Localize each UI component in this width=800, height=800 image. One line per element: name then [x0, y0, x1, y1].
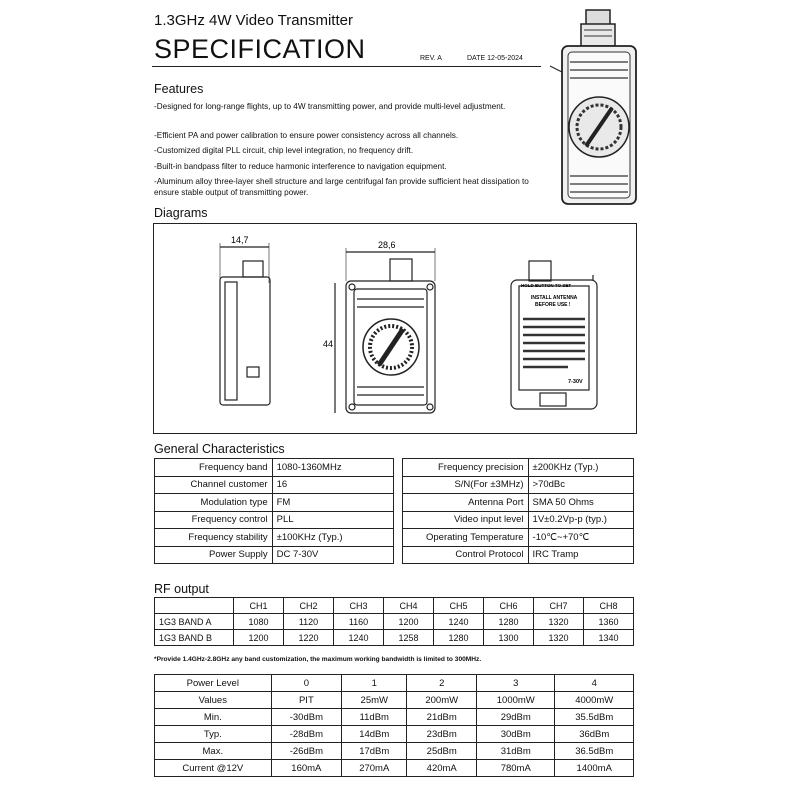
frequency-value: 1300: [484, 630, 534, 646]
power-value: 36dBm: [555, 726, 634, 743]
spec-label: Video input level: [403, 511, 529, 529]
frequency-value: 1220: [284, 630, 334, 646]
rf-heading: RF output: [154, 582, 209, 596]
dim-height-label: 44: [323, 339, 334, 349]
power-value: 25dBm: [407, 743, 477, 760]
spec-value: FM: [272, 494, 393, 512]
channel-header: CH7: [534, 598, 584, 614]
spec-label: Modulation type: [155, 494, 273, 512]
table-row: [155, 529, 394, 547]
power-value: 420mA: [407, 760, 477, 777]
table-row: [155, 692, 634, 709]
table-row: [155, 743, 634, 760]
table-row: [155, 476, 394, 494]
frequency-value: 1280: [484, 614, 534, 630]
frequency-value: 1340: [584, 630, 634, 646]
rf-note: *Provide 1.4GHz-2.8GHz any band customization, the maximum working bandwidth is limited to 300MHz.: [154, 656, 482, 663]
frequency-value: 1240: [334, 630, 384, 646]
frequency-value: 1320: [534, 614, 584, 630]
power-level-header: Power Level: [155, 675, 272, 692]
power-value: -30dBm: [271, 709, 342, 726]
power-value: -28dBm: [271, 726, 342, 743]
power-value: 21dBm: [407, 709, 477, 726]
power-level-header: 2: [407, 675, 477, 692]
spec-label: Operating Temperature: [403, 529, 529, 547]
power-value: 200mW: [407, 692, 477, 709]
power-value: 270mA: [342, 760, 407, 777]
date-label: DATE 12-05-2024: [467, 55, 523, 62]
power-value: 14dBm: [342, 726, 407, 743]
front-view-drawing: [335, 248, 435, 413]
power-value: 36.5dBm: [555, 743, 634, 760]
channel-header: CH5: [434, 598, 484, 614]
rf-corner-cell: [155, 598, 234, 614]
table-row: [403, 494, 634, 512]
spec-label: S/N(For ±3MHz): [403, 476, 529, 494]
diagrams-heading: Diagrams: [154, 206, 208, 220]
table-row: [403, 529, 634, 547]
table-row: [155, 614, 634, 630]
channel-header: CH8: [584, 598, 634, 614]
frequency-value: 1200: [234, 630, 284, 646]
power-value: 780mA: [477, 760, 555, 777]
spec-label: Frequency control: [155, 511, 273, 529]
channel-header: CH2: [284, 598, 334, 614]
frequency-value: 1280: [434, 630, 484, 646]
frequency-value: 1360: [584, 614, 634, 630]
frequency-value: 1160: [334, 614, 384, 630]
table-row: [155, 546, 394, 564]
band-name: 1G3 BAND B: [155, 630, 234, 646]
power-row-label: Current @12V: [155, 760, 272, 777]
table-row: [403, 476, 634, 494]
feature-item: -Aluminum alloy three-layer shell structure and large centrifugal fan provide sufficient heat dissipation to ensure stable output of transmitting power.: [154, 177, 529, 197]
power-value: 31dBm: [477, 743, 555, 760]
page-title: SPECIFICATION: [154, 34, 366, 64]
revision-label: REV. A: [420, 55, 442, 62]
table-row: [403, 459, 634, 477]
label-top-text: HOLD BUTTON TO SET: [521, 283, 572, 288]
general-table-right: [402, 458, 634, 564]
power-value: 1400mA: [555, 760, 634, 777]
table-row: [155, 726, 634, 743]
feature-item: -Customized digital PLL circuit, chip level integration, no frequency drift.: [154, 146, 414, 155]
label-voltage-text: 7-30V: [568, 379, 583, 385]
power-row-label: Typ.: [155, 726, 272, 743]
spec-value: ±200KHz (Typ.): [528, 459, 633, 477]
power-value: 160mA: [271, 760, 342, 777]
dim-side-label: 14,7: [231, 235, 249, 245]
channel-header: CH6: [484, 598, 534, 614]
power-level-header: 3: [477, 675, 555, 692]
spec-value: 16: [272, 476, 393, 494]
general-table-left: [154, 458, 394, 564]
frequency-value: 1200: [384, 614, 434, 630]
spec-label: Frequency precision: [403, 459, 529, 477]
table-row: [155, 709, 634, 726]
power-row-label: Max.: [155, 743, 272, 760]
table-row: [155, 630, 634, 646]
spec-value: SMA 50 Ohms: [528, 494, 633, 512]
mechanical-drawings: [153, 223, 637, 434]
band-name: 1G3 BAND A: [155, 614, 234, 630]
features-heading: Features: [154, 82, 204, 96]
power-value: -26dBm: [271, 743, 342, 760]
channel-header: CH1: [234, 598, 284, 614]
product-photo: [548, 6, 648, 211]
power-row-label: Min.: [155, 709, 272, 726]
power-level-header: 0: [271, 675, 342, 692]
spec-value: ±100KHz (Typ.): [272, 529, 393, 547]
frequency-value: 1120: [284, 614, 334, 630]
rf-output-table: [154, 597, 634, 646]
general-heading: General Characteristics: [154, 442, 285, 456]
table-row: [155, 494, 394, 512]
power-level-table: [154, 674, 634, 777]
product-title: 1.3GHz 4W Video Transmitter: [154, 12, 353, 29]
spec-value: 1080-1360MHz: [272, 459, 393, 477]
power-value: 23dBm: [407, 726, 477, 743]
power-value: 29dBm: [477, 709, 555, 726]
power-value: 1000mW: [477, 692, 555, 709]
title-rule: [152, 66, 541, 67]
table-row: [155, 760, 634, 777]
dim-width-label: 28,6: [378, 240, 396, 250]
frequency-value: 1258: [384, 630, 434, 646]
table-row: [155, 459, 394, 477]
power-value: PIT: [271, 692, 342, 709]
frequency-value: 1320: [534, 630, 584, 646]
spec-value: -10℃~+70℃: [528, 529, 633, 547]
power-value: 30dBm: [477, 726, 555, 743]
power-row-label: Values: [155, 692, 272, 709]
side-view-drawing: [220, 243, 270, 405]
spec-label: Frequency band: [155, 459, 273, 477]
feature-item: -Built-in bandpass filter to reduce harmonic interference to navigation equipment.: [154, 162, 447, 171]
frequency-value: 1240: [434, 614, 484, 630]
table-row: [155, 511, 394, 529]
spec-label: Antenna Port: [403, 494, 529, 512]
feature-item: -Efficient PA and power calibration to ensure power consistency across all channels.: [154, 131, 459, 140]
power-value: 17dBm: [342, 743, 407, 760]
power-value: 4000mW: [555, 692, 634, 709]
frequency-value: 1080: [234, 614, 284, 630]
table-row: [403, 546, 634, 564]
channel-header: CH3: [334, 598, 384, 614]
spec-value: PLL: [272, 511, 393, 529]
power-value: 25mW: [342, 692, 407, 709]
power-value: 35.5dBm: [555, 709, 634, 726]
spec-value: 1V±0.2Vp-p (typ.): [528, 511, 633, 529]
power-level-header: 1: [342, 675, 407, 692]
label-warning-line2: BEFORE USE !: [535, 302, 571, 308]
spec-value: DC 7-30V: [272, 546, 393, 564]
power-level-header: 4: [555, 675, 634, 692]
spec-value: >70dBc: [528, 476, 633, 494]
spec-label: Frequency stability: [155, 529, 273, 547]
table-row: [403, 511, 634, 529]
label-warning-line1: INSTALL ANTENNA: [531, 295, 578, 301]
spec-value: IRC Tramp: [528, 546, 633, 564]
feature-item: -Designed for long-range flights, up to 4W transmitting power, and provide multi-level adjustment.: [154, 102, 506, 111]
spec-label: Channel customer: [155, 476, 273, 494]
table-row: [155, 675, 634, 692]
spec-label: Power Supply: [155, 546, 273, 564]
spec-label: Control Protocol: [403, 546, 529, 564]
channel-header: CH4: [384, 598, 434, 614]
power-value: 11dBm: [342, 709, 407, 726]
